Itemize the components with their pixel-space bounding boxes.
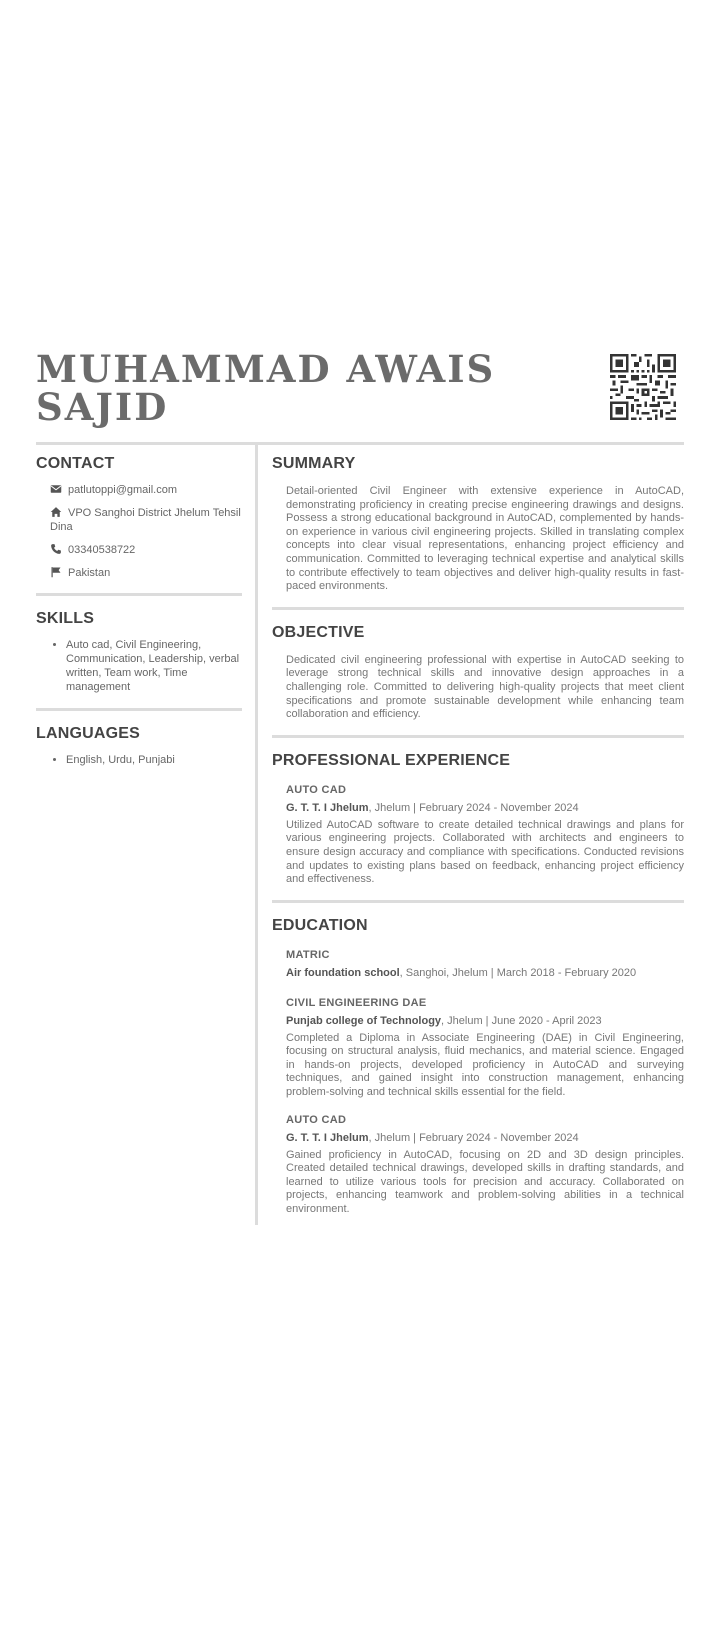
entry-org: Punjab college of Technology (286, 1014, 442, 1027)
contact-section (36, 455, 242, 580)
summary-heading: SUMMARY (272, 455, 356, 472)
objective-heading: OBJECTIVE (272, 623, 365, 641)
contact-address (36, 506, 242, 534)
sidebar (36, 455, 242, 767)
entry-subtitle (286, 967, 684, 979)
education-section (272, 917, 684, 1217)
skills-heading: SKILLS (36, 610, 95, 627)
experience-entry (286, 784, 684, 887)
sidebar-divider (36, 708, 242, 711)
home-icon (50, 506, 62, 518)
entry-subtitle (286, 1132, 684, 1144)
contact-phone-text: 03340538722 (68, 544, 136, 556)
contact-address-text: VPO Sanghoi District Jhelum Tehsil Dina (50, 507, 241, 533)
skills-list (36, 638, 242, 694)
education-entry (286, 1114, 684, 1217)
entry-details: , Jhelum | February 2024 - November 2024 (368, 1131, 579, 1144)
entry-org: Air foundation school (286, 966, 400, 979)
contact-phone[interactable] (36, 543, 242, 557)
envelope-icon (50, 483, 62, 495)
entry-org: G. T. T. I Jhelum (286, 1131, 369, 1144)
objective-text: Dedicated civil engineering professional with expertise in AutoCAD seeking to leverage strong technical skills and innovative design approaches in a challenging role. Committed to delivering high-quality projects that meet client specifications and promote sustainable development while enhancing team collaboration and efficiency. (286, 653, 684, 721)
entry-details: , Jhelum | February 2024 - November 2024 (368, 801, 579, 814)
contact-heading: CONTACT (36, 455, 115, 472)
section-divider (272, 900, 684, 903)
entry-org: G. T. T. I Jhelum (286, 801, 369, 814)
entry-title: AUTO CAD (286, 783, 347, 796)
languages-list (36, 753, 242, 767)
sidebar-divider (36, 593, 242, 596)
skills-section (36, 610, 242, 694)
entry-details: , Jhelum | June 2020 - April 2023 (441, 1014, 602, 1027)
candidate-name (36, 347, 496, 429)
entry-details: , Sanghoi, Jhelum | March 2018 - February 2020 (399, 966, 637, 979)
languages-section (36, 725, 242, 767)
entry-description: Gained proficiency in AutoCAD, focusing on 2D and 3D design principles. Created detailed technical drawings, developed skills in drafting standards, and learned to utilize various tools for precision and accuracy. Collaborated on projects, enhancing teamwork and problem-solving abilities in a technical environment. (286, 1148, 684, 1216)
objective-section (272, 624, 684, 722)
qr-code-icon (610, 354, 676, 420)
education-entry (286, 949, 684, 979)
education-entry (286, 997, 684, 1100)
contact-email-text: patlutoppi@gmail.com (68, 484, 177, 496)
header-divider (36, 442, 684, 445)
section-divider (272, 607, 684, 610)
summary-text: Detail-oriented Civil Engineer with extensive experience in AutoCAD, demonstrating proficiency in creating precise engineering drawings and designs. Possess a strong educational background in AutoCAD, complemented by hands-on experience in various civil engineering projects. Skilled in translating complex concepts into clear visual representations, enhancing project efficiency and communication. Committed to leveraging technical expertise and analytical skills to contribute effectively to team objectives and deliver high-quality results in fast-paced environments. (286, 485, 684, 593)
education-heading: EDUCATION (272, 916, 368, 934)
section-divider (272, 735, 684, 738)
list-item: • English, Urdu, Punjabi (66, 753, 242, 767)
contact-country-text: Pakistan (68, 567, 111, 579)
phone-icon (50, 543, 62, 555)
main-content (272, 455, 684, 1217)
candidate-name-line2: SAJID (36, 385, 169, 429)
entry-subtitle (286, 802, 684, 814)
list-item: • Auto cad, Civil Engineering, Communication, Leadership, verbal written, Team work, Time management (66, 638, 242, 694)
experience-heading: PROFESSIONAL EXPERIENCE (272, 751, 511, 769)
entry-title: MATRIC (286, 948, 330, 961)
column-divider (255, 445, 258, 1225)
contact-country (36, 566, 242, 580)
summary-section (272, 455, 684, 594)
entry-title: AUTO CAD (286, 1113, 347, 1126)
flag-icon (50, 566, 62, 578)
experience-section (272, 752, 684, 887)
entry-title: CIVIL ENGINEERING DAE (286, 996, 427, 1009)
languages-heading: LANGUAGES (36, 725, 141, 742)
entry-subtitle (286, 1015, 684, 1027)
contact-email[interactable] (36, 483, 242, 497)
candidate-name-line1: MUHAMMAD AWAIS (36, 347, 496, 391)
entry-description: Completed a Diploma in Associate Engineering (DAE) in Civil Engineering, focusing on structural analysis, fluid mechanics, and material science. Engaged in hands-on projects, developed proficiency in AutoCAD and surveying techniques, and gained insight into construction management, enhancing problem-solving and technical skills essential for the field. (286, 1031, 684, 1099)
entry-description: Utilized AutoCAD software to create detailed technical drawings and plans for various engineering projects. Collaborated with architects and engineers to ensure design accuracy and compliance with specifications. Conducted revisions and updates to existing plans based on feedback, enhancing project efficiency and effectiveness. (286, 818, 684, 886)
